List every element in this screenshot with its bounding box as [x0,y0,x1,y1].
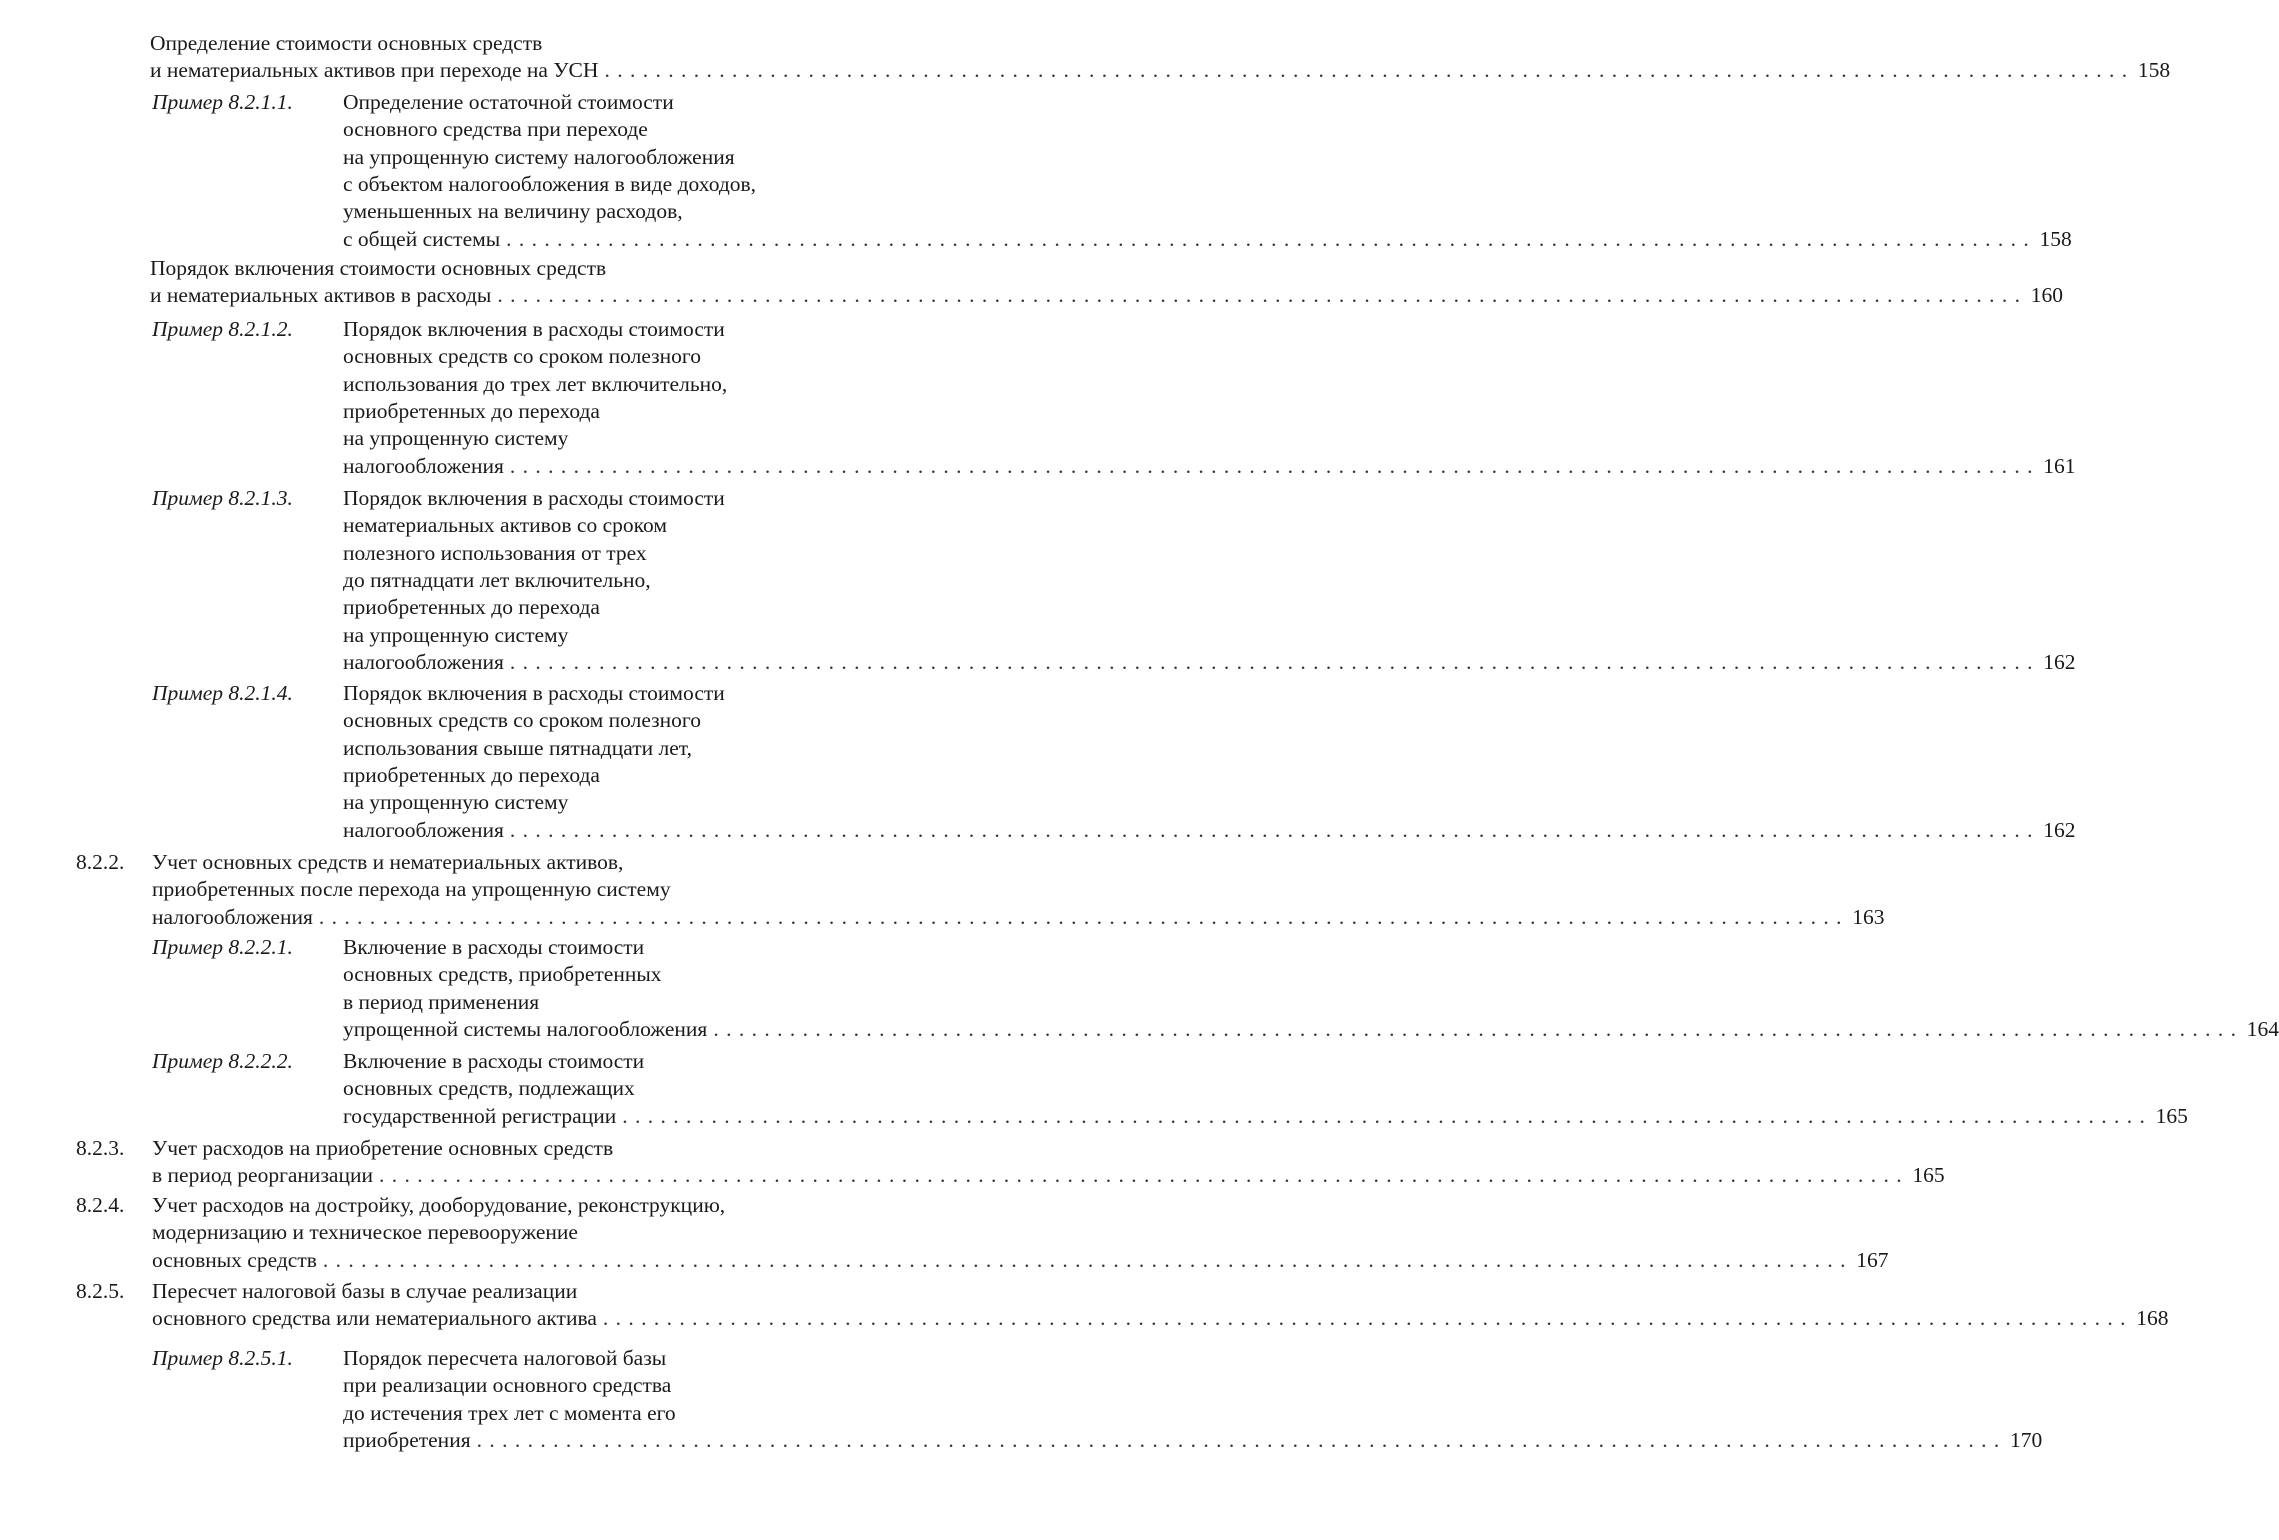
toc-entry-line [150,282,2063,309]
dot-leader: . . . . . . . . . . . . . . . . . . . . . . . . . . . . . . . . . . . . . . . . . . . . . . . . . . . . . . . . . . . . . . . . . . . . . . . . . . . . . . . . . . . . . . . . . . . . . . . . . . . . . . . . . . . . . . . . . . . . . . . . [497,283,2021,308]
toc-entry-line: до пятнадцати лет включительно, [343,567,651,592]
toc-entry-line: Определение стоимости основных средств [150,31,543,55]
page-number[interactable]: 162 [2043,649,2076,674]
example-label: Пример 8.2.2.2. [152,1049,293,1073]
page-number[interactable]: 168 [2136,1306,2169,1331]
toc-entry-line: приобретенных до перехода [343,762,600,787]
dot-leader: . . . . . . . . . . . . . . . . . . . . . . . . . . . . . . . . . . . . . . . . . . . . . . . . . . . . . . . . . . . . . . . . . . . . . . . . . . . . . . . . . . . . . . . . . . . . . . . . . . . . . . . . . . . . . . . . . . . . . . . . [604,58,2129,83]
toc-entry-line: модернизацию и техническое перевооружение [152,1220,578,1245]
toc-entry-line: использования свыше пятнадцати лет, [343,735,692,760]
toc-entry-line [152,1247,1889,1274]
toc-entry-line: с объектом налогообложения в виде доходов, [343,171,757,196]
toc-entry-line: основных средств, подлежащих [343,1076,635,1101]
dot-leader: . . . . . . . . . . . . . . . . . . . . . . . . . . . . . . . . . . . . . . . . . . . . . . . . . . . . . . . . . . . . . . . . . . . . . . . . . . . . . . . . . . . . . . . . . . . . . . . . . . . . . . . . . . . . . . . . . . . . . . . . [602,1306,2127,1331]
example-label: Пример 8.2.5.1. [152,1346,293,1370]
toc-entry-line: основных средств, приобретенных [343,962,662,987]
toc-entry-line: Порядок включения стоимости основных средств [150,256,607,280]
entry-title-text: налогообложения [343,453,504,478]
dot-leader: . . . . . . . . . . . . . . . . . . . . . . . . . . . . . . . . . . . . . . . . . . . . . . . . . . . . . . . . . . . . . . . . . . . . . . . . . . . . . . . . . . . . . . . . . . . . . . . . . . . . . . . . . . . . . . . . . . . . . . . . [509,649,2034,674]
toc-entry-line: Учет основных средств и нематериальных активов, [152,850,624,874]
toc-entry-line: основных средств со сроком полезного [343,708,701,733]
toc-entry-line [343,226,2072,253]
toc-entry-line: на упрощенную систему налогообложения [343,144,735,169]
dot-leader: . . . . . . . . . . . . . . . . . . . . . . . . . . . . . . . . . . . . . . . . . . . . . . . . . . . . . . . . . . . . . . . . . . . . . . . . . . . . . . . . . . . . . . . . . . . . . . . . . . . . . . . . . . . . . . . . . . . . . . . . [379,1163,1903,1188]
example-label: Пример 8.2.1.3. [152,486,293,510]
toc-entry-line: Определение остаточной стоимости [343,90,674,114]
entry-title-text: в период реорганизации [152,1163,373,1188]
section-number: 8.2.3. [76,1136,125,1160]
entry-title-text: основного средства или нематериального актива [152,1306,597,1331]
toc-entry-line: нематериальных активов со сроком [343,513,667,538]
section-number: 8.2.2. [76,850,125,874]
dot-leader: . . . . . . . . . . . . . . . . . . . . . . . . . . . . . . . . . . . . . . . . . . . . . . . . . . . . . . . . . . . . . . . . . . . . . . . . . . . . . . . . . . . . . . . . . . . . . . . . . . . . . . . . . . . . . . . . . . . . . . . . [622,1103,2146,1128]
toc-entry-line: до истечения трех лет с момента его [343,1400,676,1425]
toc-entry-line [152,904,1885,931]
toc-entry-line: на упрощенную систему [343,426,569,451]
entry-title-text: государственной регистрации [343,1103,617,1128]
dot-leader: . . . . . . . . . . . . . . . . . . . . . . . . . . . . . . . . . . . . . . . . . . . . . . . . . . . . . . . . . . . . . . . . . . . . . . . . . . . . . . . . . . . . . . . . . . . . . . . . . . . . . . . . . . . . . . . . . . . . . . . . [509,817,2034,842]
entry-title-text: налогообложения [343,817,504,842]
toc-entry-line: Учет расходов на достройку, дооборудование, реконструкцию, [152,1193,726,1217]
toc-entry-line: основного средства при переходе [343,117,648,142]
toc-entry-line: приобретенных до перехода [343,595,600,620]
toc-entry-line: в период применения [343,989,540,1014]
page-number[interactable]: 165 [1912,1163,1945,1188]
entry-title-text: налогообложения [343,649,504,674]
toc-entry-line: Учет расходов на приобретение основных средств [152,1136,614,1160]
page-number[interactable]: 163 [1852,904,1885,929]
entry-title-text: налогообложения [152,904,313,929]
dot-leader: . . . . . . . . . . . . . . . . . . . . . . . . . . . . . . . . . . . . . . . . . . . . . . . . . . . . . . . . . . . . . . . . . . . . . . . . . . . . . . . . . . . . . . . . . . . . . . . . . . . . . . . . . . . . . . . . . . . . . . . . [506,226,2030,251]
toc-entry-line: использования до трех лет включительно, [343,371,728,396]
toc-entry-line [152,1305,2169,1332]
page-number[interactable]: 167 [1856,1247,1889,1272]
toc-entry-line: Порядок включения в расходы стоимости [343,681,725,705]
page-number[interactable]: 161 [2043,453,2076,478]
toc-entry-line: приобретенных после перехода на упрощенную систему [152,877,671,902]
entry-title-text: приобретения [343,1427,471,1452]
page-number[interactable]: 165 [2155,1103,2188,1128]
toc-entry-line [152,1162,1945,1189]
example-label: Пример 8.2.2.1. [152,935,293,959]
dot-leader: . . . . . . . . . . . . . . . . . . . . . . . . . . . . . . . . . . . . . . . . . . . . . . . . . . . . . . . . . . . . . . . . . . . . . . . . . . . . . . . . . . . . . . . . . . . . . . . . . . . . . . . . . . . . . . . . . . . . . . . . [509,453,2034,478]
toc-entry-line: основных средств со сроком полезного [343,344,701,369]
dot-leader: . . . . . . . . . . . . . . . . . . . . . . . . . . . . . . . . . . . . . . . . . . . . . . . . . . . . . . . . . . . . . . . . . . . . . . . . . . . . . . . . . . . . . . . . . . . . . . . . . . . . . . . . . . . . . . . . . . . . . . . . [476,1427,2001,1452]
section-number: 8.2.4. [76,1193,125,1217]
toc-entry-line [343,1016,2279,1043]
entry-title-text: и нематериальных активов в расходы [150,283,492,308]
toc-entry-line [343,649,2076,676]
page-number[interactable]: 170 [2009,1427,2043,1452]
example-label: Пример 8.2.1.2. [152,317,293,341]
example-label: Пример 8.2.1.1. [152,90,293,114]
toc-entry-line [343,1103,2188,1130]
page-number[interactable]: 162 [2043,817,2076,842]
page-number[interactable]: 164 [2246,1016,2279,1041]
example-label: Пример 8.2.1.4. [152,681,293,705]
toc-entry-line: Пересчет налоговой базы в случае реализации [152,1279,578,1303]
entry-title-text: основных средств [152,1247,317,1272]
toc-entry-line: полезного использования от трех [343,540,647,565]
toc-entry-line: уменьшенных на величину расходов, [343,199,683,224]
section-number: 8.2.5. [76,1279,125,1303]
toc-entry-line [150,57,2171,84]
toc-entry-line [343,1427,2043,1454]
entry-title-text: с общей системы [343,226,501,251]
toc-entry-line: Включение в расходы стоимости [343,1049,645,1073]
toc-entry-line: Порядок пересчета налоговой базы [343,1346,667,1370]
dot-leader: . . . . . . . . . . . . . . . . . . . . . . . . . . . . . . . . . . . . . . . . . . . . . . . . . . . . . . . . . . . . . . . . . . . . . . . . . . . . . . . . . . . . . . . . . . . . . . . . . . . . . . . . . . . . . . . . . . . . . . . . [318,904,1843,929]
page-number[interactable]: 160 [2030,283,2063,308]
toc-entry-line: на упрощенную систему [343,790,569,815]
page-number[interactable]: 158 [2137,58,2171,83]
toc-entry-line: на упрощенную систему [343,622,569,647]
entry-title-text: и нематериальных активов при переходе на УСН [150,58,599,83]
page-number[interactable]: 158 [2039,226,2072,251]
dot-leader: . . . . . . . . . . . . . . . . . . . . . . . . . . . . . . . . . . . . . . . . . . . . . . . . . . . . . . . . . . . . . . . . . . . . . . . . . . . . . . . . . . . . . . . . . . . . . . . . . . . . . . . . . . . . . . . . . . . . . . . . [713,1016,2237,1041]
toc-entry-line [343,453,2076,480]
entry-title-text: упрощенной системы налогообложения [343,1016,708,1041]
toc-entry-line: Включение в расходы стоимости [343,935,645,959]
toc-entry-line: приобретенных до перехода [343,398,600,423]
toc-entry-line: при реализации основного средства [343,1373,672,1398]
toc-entry-line: Порядок включения в расходы стоимости [343,486,725,510]
toc-entry-line [343,817,2076,844]
dot-leader: . . . . . . . . . . . . . . . . . . . . . . . . . . . . . . . . . . . . . . . . . . . . . . . . . . . . . . . . . . . . . . . . . . . . . . . . . . . . . . . . . . . . . . . . . . . . . . . . . . . . . . . . . . . . . . . . . . . . . . . . [322,1247,1847,1272]
toc-entry-line: Порядок включения в расходы стоимости [343,317,725,341]
